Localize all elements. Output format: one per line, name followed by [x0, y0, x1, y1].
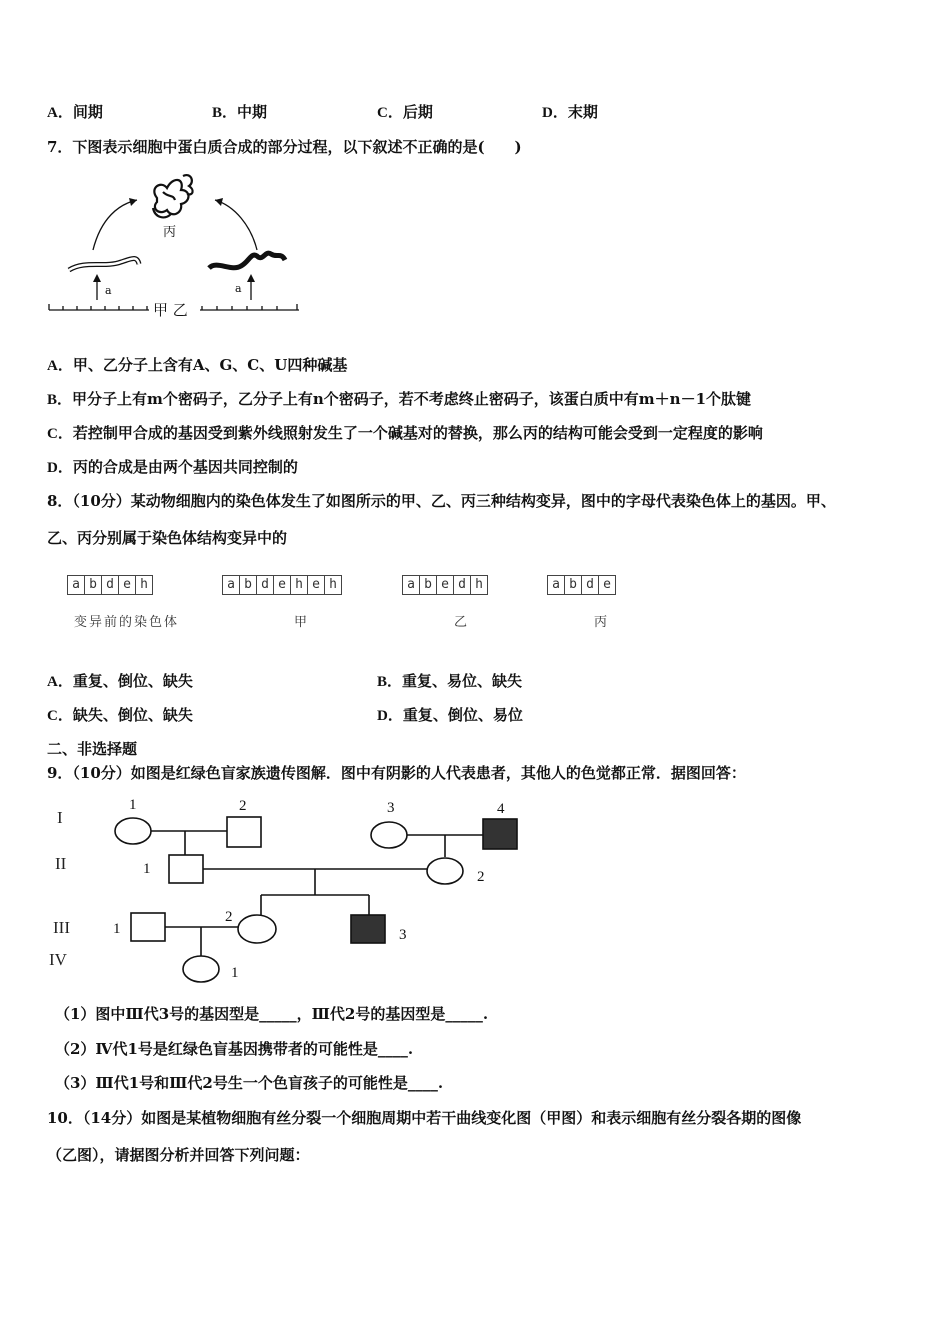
gene-cell: h	[329, 577, 337, 592]
gene-cell: a	[68, 576, 85, 594]
num-i3: 3	[387, 800, 395, 816]
q10-stem-line1: 10．（14分）如图是某植物细胞有丝分裂一个细胞周期中若干曲线变化图（甲图）和表示细胞有丝分裂各期的图像	[47, 1109, 802, 1127]
q6-option-b: B．中期	[212, 103, 268, 121]
label-bing: 丙	[163, 225, 177, 240]
num-i4: 4	[497, 801, 505, 817]
translation-figure	[45, 168, 305, 320]
num-ii2: 2	[477, 869, 485, 885]
pedigree-i1-female	[115, 818, 151, 844]
section-heading: 二、非选择题	[47, 740, 138, 758]
gene-cell: b	[420, 576, 437, 594]
num-iii1: 1	[113, 921, 121, 937]
pedigree-ii1-male	[169, 855, 203, 883]
q6-option-d: D．末期	[542, 103, 598, 121]
q7-option-d: D．丙的合成是由两个基因共同控制的	[47, 458, 298, 476]
q8-option-c: C．缺失、倒位、缺失	[47, 706, 193, 724]
q7-option-a: A．甲、乙分子上含有A、G、C、U四种碱基	[47, 356, 348, 374]
q7-option-b: B．甲分子上有m个密码子，乙分子上有n个密码子，若不考虑终止密码子，该蛋白质中有m＋n－1个肽键	[47, 390, 752, 408]
q8-option-b: B．重复、易位、缺失	[377, 672, 523, 690]
q9-sub1: （1）图中Ⅲ代3号的基因型是_____，Ⅲ代2号的基因型是_____.	[55, 1005, 489, 1023]
gene-cell: a	[403, 576, 420, 594]
num-i1: 1	[129, 797, 137, 813]
gene-cell: d	[454, 576, 471, 594]
q7-stem: 7．下图表示细胞中蛋白质合成的部分过程，以下叙述不正确的是( )	[47, 138, 522, 156]
pedigree-iv1-female	[183, 956, 219, 982]
gene-cell: h	[291, 576, 308, 594]
q9-sub3: （3）Ⅲ代1号和Ⅲ代2号生一个色盲孩子的可能性是____.	[55, 1074, 444, 1092]
q8-option-d: D．重复、倒位、易位	[377, 706, 523, 724]
pedigree-chart	[45, 795, 545, 990]
gene-cell: d	[582, 576, 599, 594]
gene-cell: d	[102, 576, 119, 594]
gene-cell: a	[223, 576, 240, 594]
chromosome-label: 甲	[294, 615, 310, 630]
gen-label-iv: IV	[49, 950, 67, 969]
pedigree-iii1-male	[131, 913, 165, 941]
arrow-right	[215, 200, 257, 250]
gene-cell: e	[603, 577, 611, 592]
q10-stem-line2: （乙图），请据图分析并回答下列问题：	[47, 1146, 310, 1164]
q8-option-a: A．重复、倒位、缺失	[47, 672, 193, 690]
arrow-left	[93, 200, 137, 250]
num-ii1: 1	[143, 861, 151, 877]
chromosome-box	[222, 575, 342, 595]
q9-sub2: （2）Ⅳ代1号是红绿色盲基因携带者的可能性是____.	[55, 1040, 414, 1058]
pedigree-iii3-male-affected	[351, 915, 385, 943]
pedigree-i2-male	[227, 817, 261, 847]
gene-cell: b	[240, 576, 257, 594]
q8-stem-line1: 8．（10分）某动物细胞内的染色体发生了如图所示的甲、乙、丙三种结构变异，图中的字母代表染色体上的基因。甲、	[47, 492, 836, 510]
num-iii3: 3	[399, 927, 407, 943]
gene-cell: e	[308, 576, 325, 594]
gen-label-iii: III	[53, 918, 70, 937]
label-a-1: a	[105, 284, 112, 297]
gene-cell: e	[119, 576, 136, 594]
gen-label-ii: II	[55, 854, 67, 873]
num-i2: 2	[239, 798, 247, 814]
gene-cell: e	[437, 576, 454, 594]
q6-option-a: A．间期	[47, 103, 103, 121]
pedigree-i4-male-affected	[483, 819, 517, 849]
chromosome-box	[67, 575, 153, 595]
gene-cell: b	[85, 576, 102, 594]
q6-option-c: C．后期	[377, 103, 433, 121]
chromosome-box	[547, 575, 616, 595]
protein-bing-icon	[153, 175, 193, 217]
gen-label-i: I	[57, 808, 63, 827]
q7-option-c: C．若控制甲合成的基因受到紫外线照射发生了一个碱基对的替换，那么丙的结构可能会受到一定程度的影响	[47, 424, 763, 442]
chromosome-label: 变异前的染色体	[74, 615, 180, 630]
chain-yi	[209, 253, 285, 268]
gene-cell: b	[565, 576, 582, 594]
gene-cell: e	[274, 576, 291, 594]
gene-cell: h	[140, 577, 148, 592]
chromosome-label: 乙	[454, 615, 470, 630]
chromosome-label: 丙	[594, 615, 610, 630]
num-iv1: 1	[231, 965, 239, 981]
q8-stem-line2: 乙、丙分别属于染色体结构变异中的	[47, 529, 288, 547]
pedigree-iii2-female	[238, 915, 276, 943]
chromosome-box	[402, 575, 488, 595]
gene-cell: a	[548, 576, 565, 594]
gene-cell: h	[475, 577, 483, 592]
gene-cell: d	[257, 576, 274, 594]
q9-stem: 9．（10分）如图是红绿色盲家族遗传图解．图中有阴影的人代表患者，其他人的色觉都正常．据图回答：	[47, 764, 746, 782]
label-jia-yi: 甲 乙	[153, 301, 188, 319]
num-iii2: 2	[225, 909, 233, 925]
label-a-2: a	[235, 282, 242, 295]
pedigree-i3-female	[371, 822, 407, 848]
pedigree-ii2-female	[427, 858, 463, 884]
